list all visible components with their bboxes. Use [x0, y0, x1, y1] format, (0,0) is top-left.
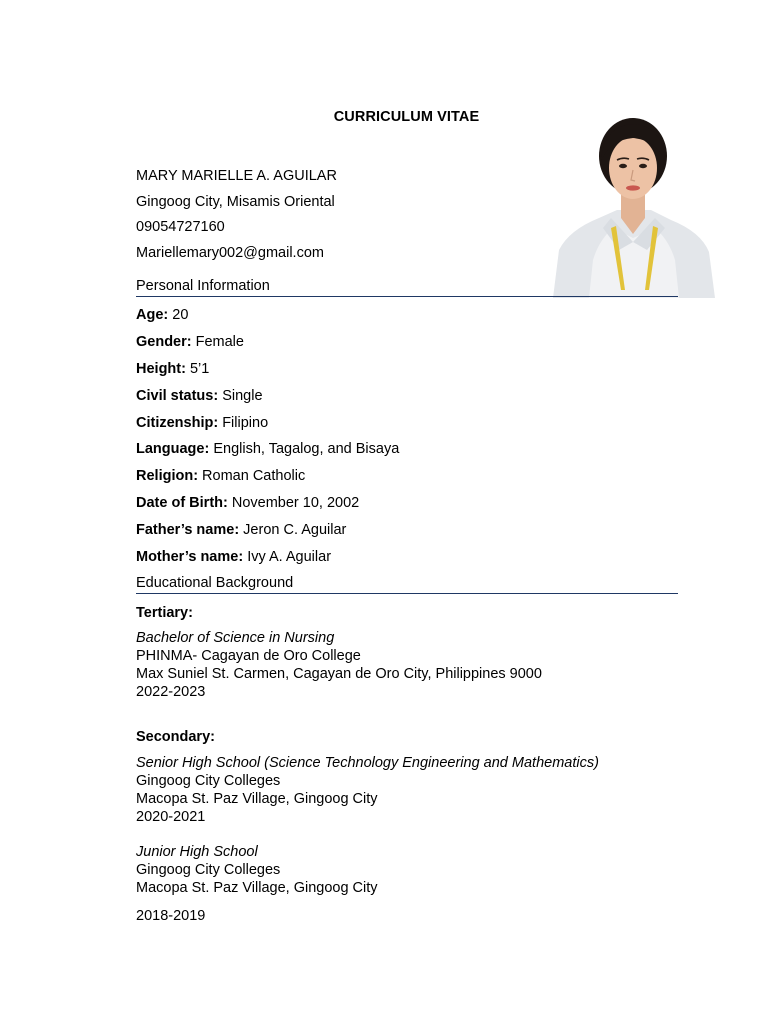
field-value: Filipino	[218, 414, 269, 431]
info-row-height	[136, 360, 399, 387]
secondary-label: Secondary:	[136, 729, 215, 745]
field-label: Father’s name:	[136, 522, 240, 539]
full-name: MARY MARIELLE A. AGUILAR	[136, 168, 337, 184]
junior-high-years: 2018-2019	[136, 908, 206, 924]
document-title: CURRICULUM VITAE	[333, 109, 480, 125]
field-value: Ivy A. Aguilar	[243, 549, 332, 566]
junior-high-entry	[136, 843, 378, 897]
tertiary-label: Tertiary:	[136, 605, 193, 621]
field-value: 5’1	[185, 360, 210, 377]
info-row-citizenship	[136, 414, 399, 441]
field-value: Female	[191, 333, 244, 350]
tertiary-entry	[136, 629, 542, 701]
junior-high-years-block	[136, 907, 205, 925]
field-value: Single	[218, 387, 263, 404]
secondary-label-block	[136, 728, 215, 746]
info-row-date-of-birth	[136, 494, 399, 521]
tertiary-address: Max Suniel St. Carmen, Cagayan de Oro City, Philippines 9000	[136, 666, 542, 682]
field-value: 20	[168, 307, 189, 323]
tertiary-course: Bachelor of Science in Nursing	[136, 630, 335, 646]
education-heading: Educational Background	[136, 575, 678, 594]
info-row-gender	[136, 333, 399, 360]
field-label: Gender:	[136, 333, 192, 350]
personal-info-list	[136, 306, 399, 575]
tertiary-years: 2022-2023	[136, 684, 206, 700]
field-value: Jeron C. Aguilar	[239, 522, 347, 539]
junior-high-address: Macopa St. Paz Village, Gingoog City	[136, 880, 378, 896]
field-label: Language:	[136, 441, 210, 458]
field-label: Mother’s name:	[136, 549, 244, 566]
info-row-fathers-name	[136, 521, 399, 548]
tertiary-school: PHINMA- Cagayan de Oro College	[136, 648, 361, 664]
info-row-mothers-name	[136, 548, 399, 575]
phone-number: 09054727160	[136, 219, 225, 236]
field-value: November 10, 2002	[227, 495, 360, 512]
field-label: Civil status:	[136, 387, 219, 404]
junior-high-course: Junior High School	[136, 844, 258, 860]
tertiary-label-block	[136, 604, 193, 622]
field-value: English, Tagalog, and Bisaya	[209, 441, 400, 458]
senior-high-course: Senior High School (Science Technology Engineering and Mathematics)	[136, 755, 599, 771]
field-label: Age:	[136, 307, 169, 323]
address: Gingoog City, Misamis Oriental	[136, 193, 335, 210]
field-label: Religion:	[136, 468, 199, 485]
info-row-civil-status	[136, 387, 399, 414]
field-label: Height:	[136, 360, 186, 377]
senior-high-school: Gingoog City Colleges	[136, 773, 281, 789]
profile-photo	[549, 110, 719, 298]
senior-high-entry	[136, 754, 599, 826]
info-row-age	[136, 306, 399, 333]
field-value: Roman Catholic	[198, 468, 306, 485]
junior-high-school: Gingoog City Colleges	[136, 862, 281, 878]
email-address: Mariellemary002@gmail.com	[136, 245, 324, 262]
info-row-language	[136, 440, 399, 467]
contact-block	[136, 167, 337, 270]
senior-high-address: Macopa St. Paz Village, Gingoog City	[136, 791, 378, 807]
info-row-religion	[136, 467, 399, 494]
field-label: Date of Birth:	[136, 495, 228, 512]
personal-info-heading: Personal Information	[136, 278, 678, 297]
senior-high-years: 2020-2021	[136, 809, 206, 825]
field-label: Citizenship:	[136, 414, 219, 431]
